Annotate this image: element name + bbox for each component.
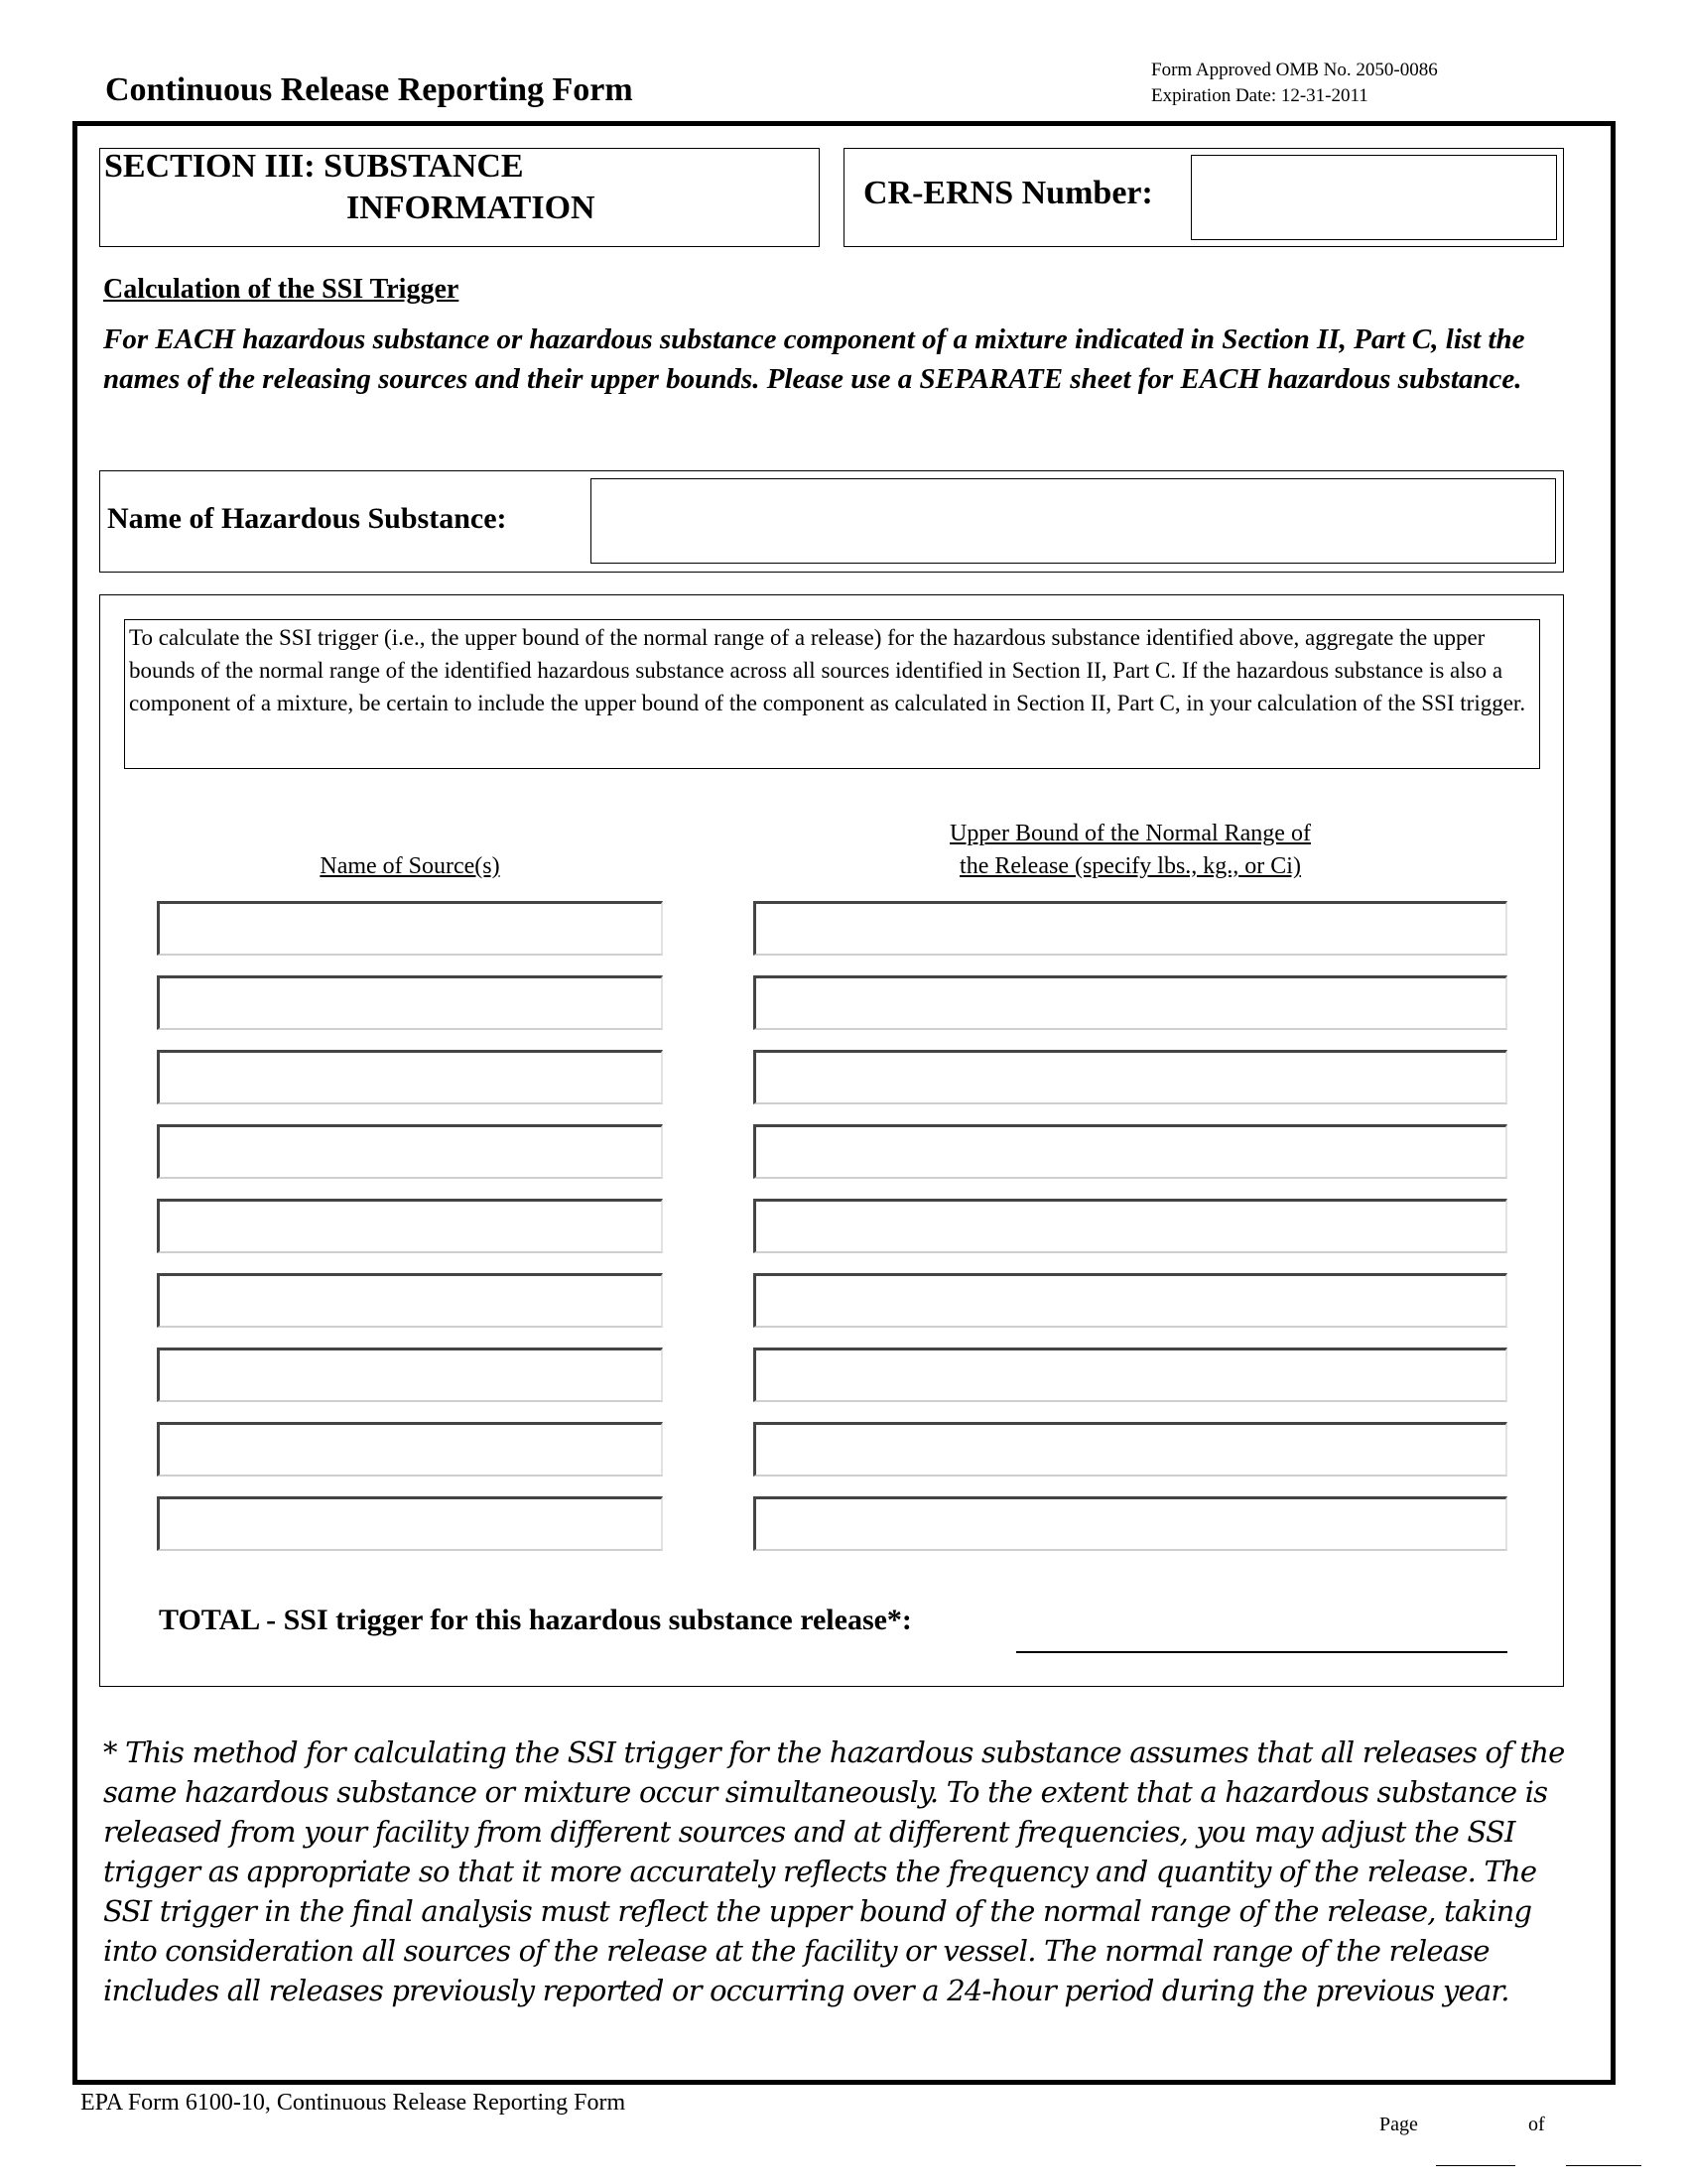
upper-bound-input-8[interactable] [753,1422,1507,1477]
calculation-instructions: For EACH hazardous substance or hazardous substance component of a mixture indicated in Section II, Part C, list the names of the releasing sources and their upper bounds. Please use a SEPARATE sheet for EACH hazardous substance. [103,323,1525,395]
omb-info [1151,58,1438,109]
footnote: * This method for calculating the SSI trigger for the hazardous substance assumes that all releases of the same hazardous substance or mixture occur simultaneously. To the extent that a hazardous substance is released from your facility from different sources and at different frequencies, you may adjust the SSI trigger as appropriate so that it more accurately reflects the frequency and quantity of the release. The SSI trigger in the final analysis must reflect the upper bound of the normal range of the release, taking into consideration all sources of the release at the facility or vessel. The normal range of the release includes all releases previously reported or occurring over a 24-hour period during the previous year. [103,1735,1565,2007]
upper-bound-input-6[interactable] [753,1273,1507,1328]
source-name-input-7[interactable] [157,1348,663,1402]
ssi-instruction-box: To calculate the SSI trigger (i.e., the upper bound of the normal range of a release) for the hazardous substance identified above, aggregate the upper bounds of the normal range of the identified hazardous substance across all sources identified in Section II, Part C. If the hazardous substance is also a component of a mixture, be certain to include the upper bound of the component as calculated in Section II, Part C, in your calculation of the SSI trigger. [124,619,1540,769]
source-name-input-3[interactable] [157,1050,663,1104]
upper-bound-input-9[interactable] [753,1496,1507,1551]
crerns-label: CR-ERNS Number: [863,175,1153,211]
crerns-number-input[interactable] [1191,155,1557,240]
page-label: Page [1379,2114,1418,2135]
omb-number: Form Approved OMB No. 2050-0086 [1151,60,1438,80]
source-name-input-5[interactable] [157,1199,663,1253]
source-name-input-4[interactable] [157,1124,663,1179]
of-label: of [1528,2114,1545,2135]
source-name-input-8[interactable] [157,1422,663,1477]
upper-bound-input-4[interactable] [753,1124,1507,1179]
total-ssi-trigger-field[interactable] [1016,1651,1507,1653]
upper-bound-input-1[interactable] [753,901,1507,956]
upper-bound-column-header: Upper Bound of the Normal Range of the Release (specify lbs., kg., or Ci) [950,821,1311,879]
page-total-field[interactable] [1566,2147,1641,2166]
form-title: Continuous Release Reporting Form [105,71,633,108]
upper-bound-input-3[interactable] [753,1050,1507,1104]
calculation-heading: Calculation of the SSI Trigger [103,274,459,305]
upper-bound-input-2[interactable] [753,975,1507,1030]
source-name-input-2[interactable] [157,975,663,1030]
total-ssi-trigger-label: TOTAL - SSI trigger for this hazardous substance release*: [159,1604,912,1636]
source-name-input-9[interactable] [157,1496,663,1551]
source-name-input-1[interactable] [157,901,663,956]
page-number-field[interactable] [1436,2147,1515,2166]
source-name-column-header: Name of Source(s) [320,853,500,879]
form-identifier: EPA Form 6100-10, Continuous Release Reporting Form [80,2090,626,2116]
hazardous-substance-input[interactable] [590,478,1556,564]
hazardous-substance-label: Name of Hazardous Substance: [107,502,507,535]
upper-bound-input-5[interactable] [753,1199,1507,1253]
section-title-line2: INFORMATION [346,190,595,226]
source-name-input-6[interactable] [157,1273,663,1328]
expiration-date: Expiration Date: 12-31-2011 [1151,85,1368,106]
section-title-line1: SECTION III: SUBSTANCE [104,148,524,185]
upper-bound-input-7[interactable] [753,1348,1507,1402]
